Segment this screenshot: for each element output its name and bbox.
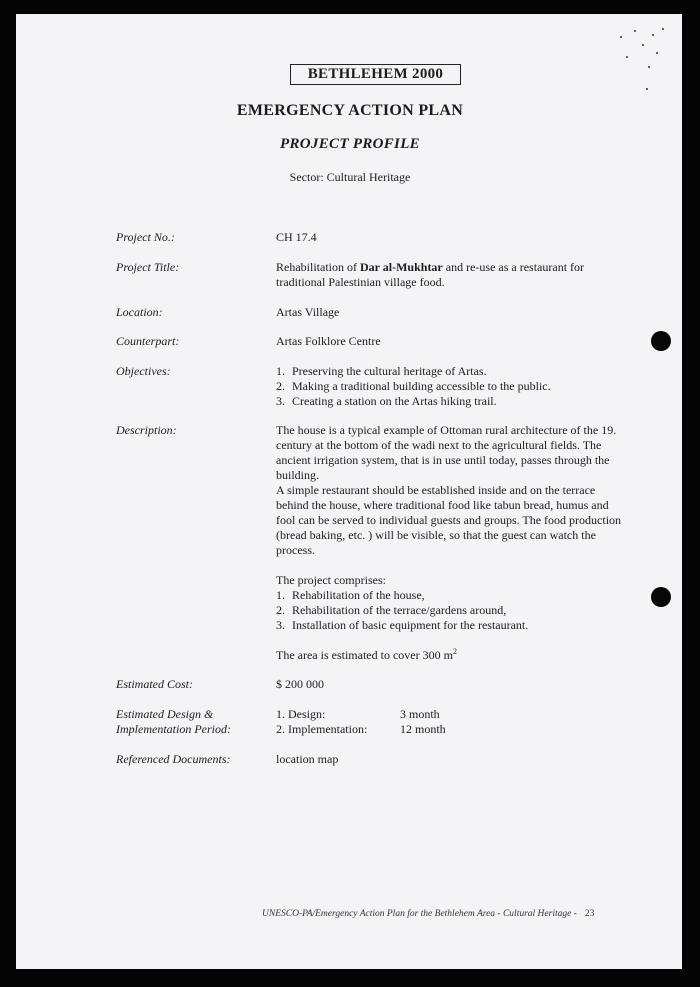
subtitle: PROJECT PROFILE [280, 136, 420, 152]
description-label: Description: [116, 423, 177, 437]
page-number: 23 [584, 909, 595, 919]
paper-specks [612, 26, 672, 96]
referenced-documents-value: location map [276, 752, 339, 766]
list-item: 2. Making a traditional building accessible to the public. [276, 379, 551, 393]
comprises-intro: The project comprises: [276, 573, 386, 587]
project-title-label: Project Title: [116, 260, 180, 274]
counterpart-value: Artas Folklore Centre [276, 334, 381, 348]
list-item: 2. Rehabilitation of the terrace/gardens around, [276, 603, 507, 617]
project-title-suffix: and re-use as a restaurant for traditional Palestinian village food. [276, 260, 585, 289]
counterpart-label: Counterpart: [116, 334, 180, 348]
description-paragraph: A simple restaurant should be established inside and on the terrace behind the house, where traditional food like tabun bread, humus and fool can be served to individual guests and groups. The food production (bread baking, etc. ) will be visible, so that the guest can watch the process. [276, 483, 622, 557]
project-title-prefix: Rehabilitation of [276, 260, 360, 274]
main-title: EMERGENCY ACTION PLAN [236, 102, 464, 119]
list-item: 1. Rehabilitation of the house, [276, 588, 425, 602]
location-value: Artas Village [276, 305, 340, 319]
project-no-label: Project No.: [116, 230, 175, 244]
footer-text: UNESCO-PA/Emergency Action Plan for the Bethlehem Area - Cultural Heritage - [262, 909, 577, 919]
list-item: 3. Installation of basic equipment for the restaurant. [276, 618, 529, 632]
period-label: Estimated Design & Implementation Period: [116, 707, 231, 736]
punch-hole [651, 331, 671, 351]
document-box-title: BETHLEHEM 2000 [290, 64, 461, 85]
list-item: 1. Preserving the cultural heritage of Artas. [276, 364, 487, 378]
estimated-cost-value: $ 200 000 [276, 677, 324, 691]
period-row: 1. Design: 3 month [276, 707, 440, 721]
project-no-value: CH 17.4 [276, 230, 317, 244]
project-title-bold: Dar al-Mukhtar [359, 260, 443, 274]
estimated-cost-label: Estimated Cost: [116, 677, 193, 691]
comprises-list [276, 588, 628, 633]
list-item: 3. Creating a station on the Artas hiking trail. [276, 394, 497, 408]
sector-line: Sector: Cultural Heritage [289, 170, 411, 184]
location-label: Location: [116, 305, 163, 319]
description-paragraph: The house is a typical example of Ottoman rural architecture of the 19. century at the bottom of the wadi next to the agricultural fields. The ancient irrigation system, that is in use until today, passes through the building. [276, 423, 617, 482]
description-value [276, 423, 628, 663]
objectives-value [276, 364, 632, 409]
area-estimate: The area is estimated to cover 300 $m^2$ [276, 647, 457, 662]
page-footer [262, 909, 632, 919]
objectives-list [276, 364, 632, 409]
project-title-value [276, 260, 616, 290]
referenced-documents-label: Referenced Documents: [116, 752, 231, 766]
objectives-label: Objectives: [116, 364, 171, 378]
punch-hole [651, 587, 671, 607]
period-row: 2. Implementation: 12 month [276, 722, 446, 736]
period-value [276, 707, 632, 737]
